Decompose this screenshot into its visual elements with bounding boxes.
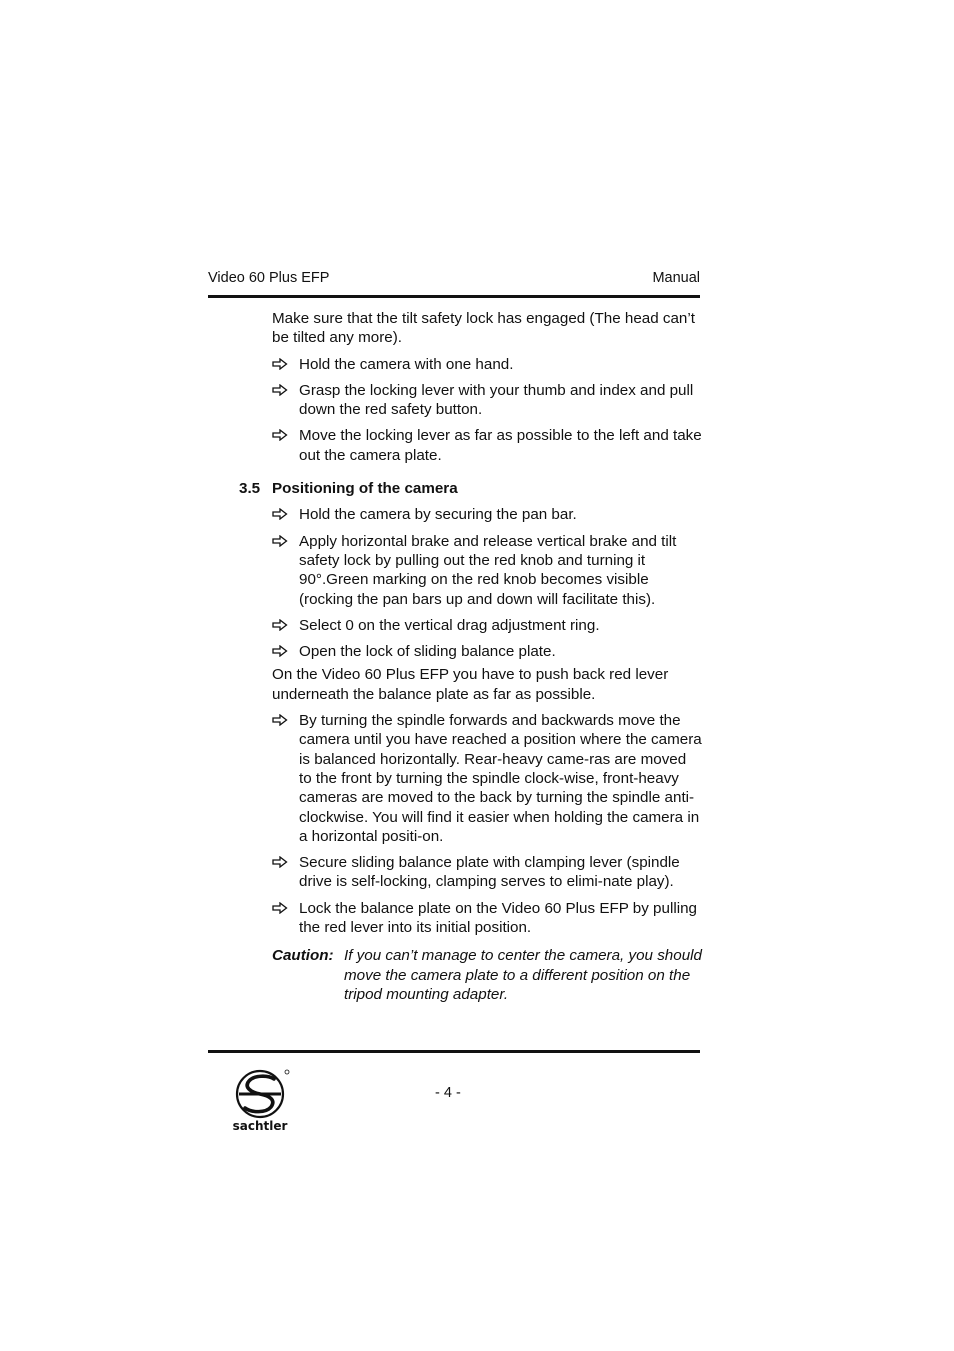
bullet-list-a bbox=[272, 355, 702, 465]
balance-plate-paragraph: On the Video 60 Plus EFP you have to push back red lever underneath the balance plate as far as possible. bbox=[272, 666, 669, 703]
list-item bbox=[272, 355, 702, 374]
list-item bbox=[272, 642, 702, 661]
intro-paragraph: Make sure that the tilt safety lock has engaged (The head can’t be tilted any more). bbox=[272, 310, 695, 347]
arrow-right-icon bbox=[272, 535, 288, 547]
list-item bbox=[272, 426, 702, 465]
list-item bbox=[272, 381, 702, 420]
list-item-text: Secure sliding balance plate with clamping lever (spindle drive is self-locking, clamping serves to elimi-nate play). bbox=[299, 854, 680, 891]
footer-rule bbox=[208, 1050, 700, 1053]
arrow-right-icon bbox=[272, 714, 288, 726]
section-number: 3.5 bbox=[239, 480, 261, 498]
list-item bbox=[272, 711, 702, 846]
logo-wordmark: sachtler bbox=[232, 1119, 288, 1133]
arrow-right-icon bbox=[272, 856, 288, 868]
arrow-right-icon bbox=[272, 429, 288, 441]
page-number: - 4 - bbox=[435, 1085, 461, 1101]
list-item bbox=[272, 853, 702, 892]
section-heading bbox=[239, 479, 702, 498]
list-item bbox=[272, 899, 702, 938]
list-item-text: Grasp the locking lever with your thumb and index and pull down the red safety button. bbox=[299, 381, 694, 419]
arrow-right-icon bbox=[272, 645, 288, 657]
caution-label: Caution: bbox=[272, 947, 334, 965]
list-item bbox=[272, 616, 702, 635]
header-title: Video 60 Plus EFP bbox=[208, 270, 330, 286]
list-item-text: Hold the camera with one hand. bbox=[299, 355, 514, 373]
bullet-list-b bbox=[272, 505, 702, 661]
arrow-right-icon bbox=[272, 508, 288, 520]
bullet-list-c bbox=[272, 711, 702, 937]
sachtler-logo bbox=[230, 1067, 292, 1137]
arrow-right-icon bbox=[272, 358, 288, 370]
header-rule bbox=[208, 295, 700, 298]
list-item-text: Select 0 on the vertical drag adjustment ring. bbox=[299, 616, 600, 634]
list-item-text: Open the lock of sliding balance plate. bbox=[299, 643, 556, 661]
manual-page bbox=[208, 0, 700, 1351]
section-title: Positioning of the camera bbox=[272, 480, 458, 498]
list-item bbox=[272, 505, 702, 524]
arrow-right-icon bbox=[272, 619, 288, 631]
list-item-text: By turning the spindle forwards and backwards move the camera until you have reached a position where the camera is balanced horizontally. Rear-heavy came-ras are moved to the front by turning the spindle clock-wise, front-heavy cameras are moved to the back by turning the spindle anti-clockwise. You will find it easier when holding the camera in a horizontal positi-on. bbox=[299, 712, 702, 845]
header-manual: Manual bbox=[652, 270, 700, 286]
list-item bbox=[272, 532, 702, 609]
caution-note bbox=[272, 946, 702, 1004]
arrow-right-icon bbox=[272, 902, 288, 914]
arrow-right-icon bbox=[272, 384, 288, 396]
list-item-text: Lock the balance plate on the Video 60 Plus EFP by pulling the red lever into its initial position. bbox=[299, 899, 697, 937]
caution-text: If you can’t manage to center the camera, you should move the camera plate to a different position on the tripod mounting adapter. bbox=[344, 947, 702, 1003]
list-item-text: Move the locking lever as far as possible to the left and take out the camera plate. bbox=[299, 427, 702, 464]
list-item-text: Apply horizontal brake and release vertical brake and tilt safety lock by pulling out the red knob and turning it 90°.Green marking on the red knob becomes visible (rocking the pan bars up and down will facilitate this). bbox=[299, 532, 677, 608]
list-item-text: Hold the camera by securing the pan bar. bbox=[299, 506, 577, 524]
page-body bbox=[239, 309, 702, 1004]
